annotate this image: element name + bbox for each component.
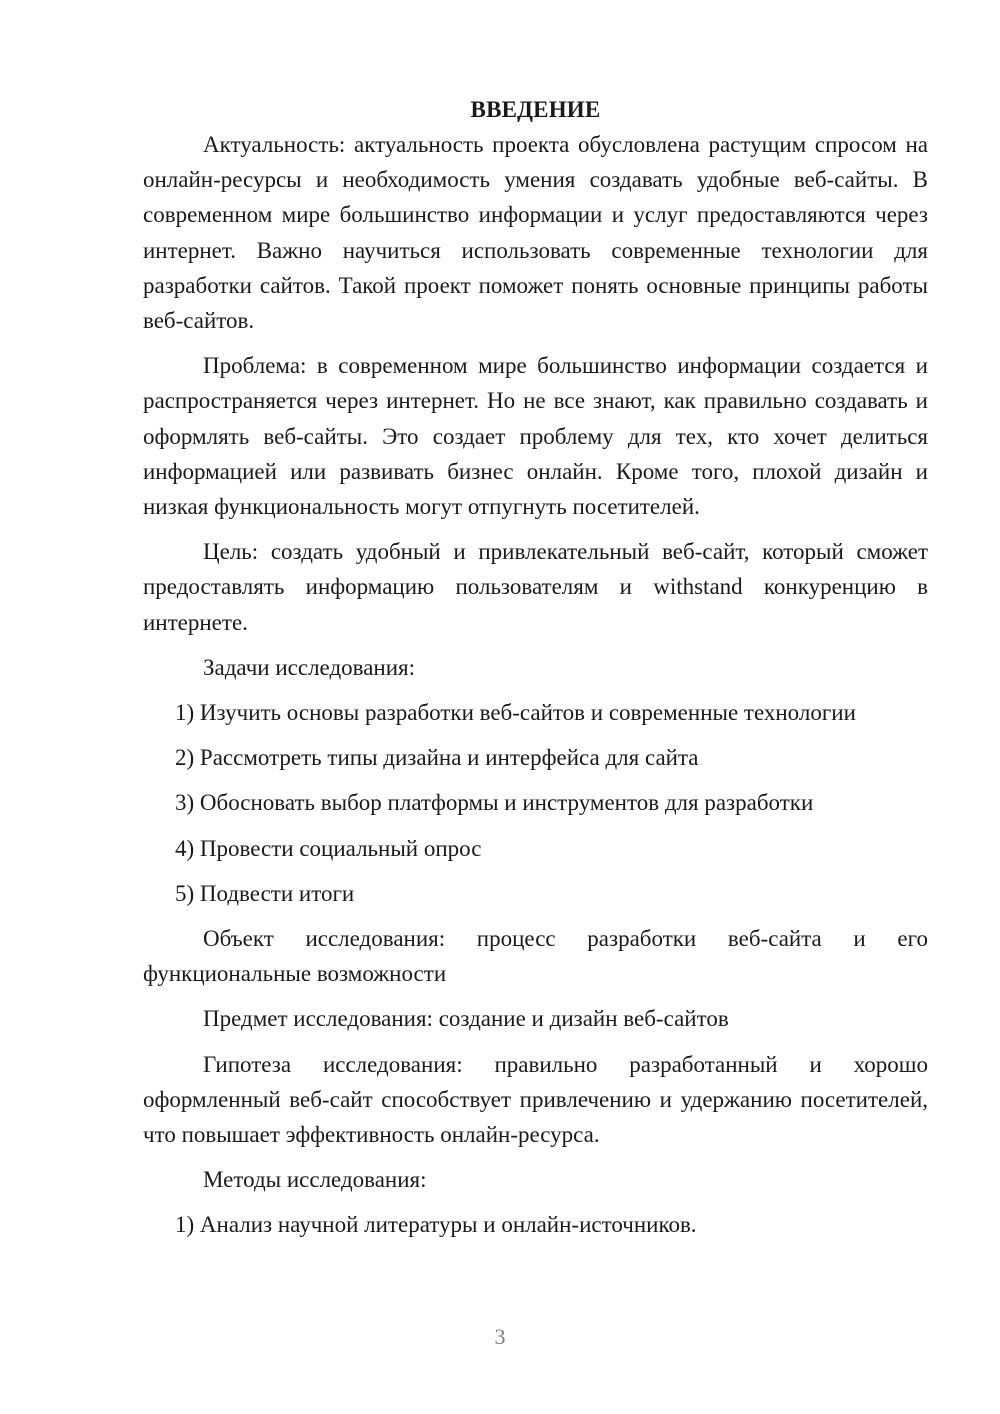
task-item: 3) Обосновать выбор платформы и инструментов для разработки: [175, 790, 814, 816]
tasks-list: [143, 695, 928, 911]
subject-paragraph: Предмет исследования: создание и дизайн веб-сайтов: [203, 1006, 729, 1032]
methods-heading: Методы исследования:: [203, 1167, 427, 1193]
method-item: 1) Анализ научной литературы и онлайн-источников.: [175, 1212, 697, 1238]
document-page: [143, 92, 928, 1253]
problem-paragraph: Проблема: в современном мире большинство информации создается и распространяется через интернет. Но не все знают, как правильно создавать и оформлять веб-сайты. Это создает проблему для тех, кто хочет делиться информацией или развивать бизнес онлайн. Кроме того, плохой дизайн и низкая функциональность могут отпугнуть посетителей.: [143, 353, 928, 520]
methods-list: [143, 1207, 928, 1242]
goal-paragraph: Цель: создать удобный и привлекательный веб-сайт, который сможет предоставлять информацию пользователям и withstand конкуренцию в интернете.: [143, 539, 928, 635]
task-item: 2) Рассмотреть типы дизайна и интерфейса для сайта: [175, 745, 699, 771]
relevance-paragraph: Актуальность: актуальность проекта обусловлена растущим спросом на онлайн-ресурсы и необходимость умения создавать удобные веб-сайты. В современном мире большинство информации и услуг предоставляются через интернет. Важно научиться использовать современные технологии для разработки сайтов. Такой проект поможет понять основные принципы работы веб-сайтов.: [143, 132, 928, 334]
task-item: 5) Подвести итоги: [175, 880, 355, 906]
task-item: 4) Провести социальный опрос: [175, 835, 482, 861]
tasks-heading: Задачи исследования:: [203, 654, 416, 680]
hypothesis-paragraph: Гипотеза исследования: правильно разработанный и хорошо оформленный веб-сайт способствует привлечению и удержанию посетителей, что повышает эффективность онлайн-ресурса.: [143, 1051, 928, 1148]
object-paragraph: Объект исследования: процесс разработки веб-сайта и его функциональные возможности: [143, 926, 928, 987]
page-title: ВВЕДЕНИЕ: [470, 97, 601, 122]
page-number: 3: [494, 1324, 506, 1349]
task-item: 1) Изучить основы разработки веб-сайтов и современные технологии: [175, 700, 856, 726]
